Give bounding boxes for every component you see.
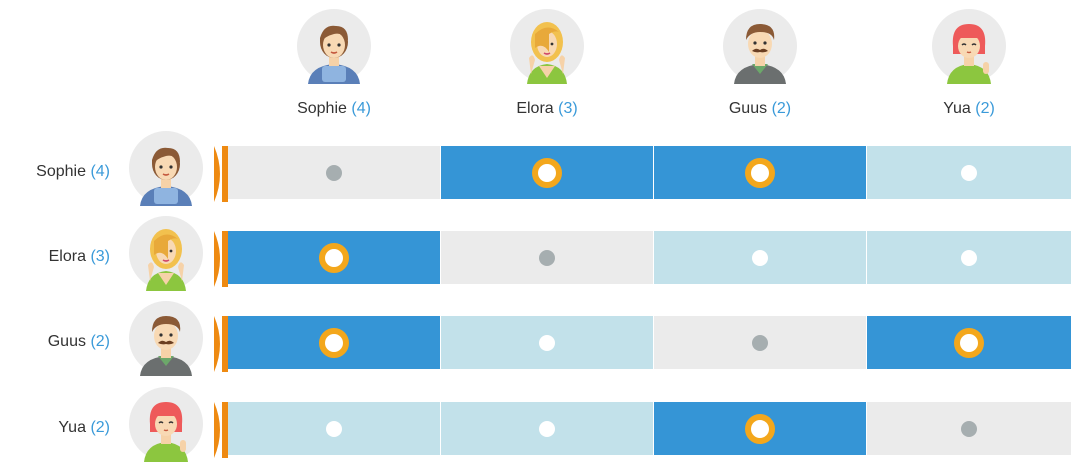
person-count: (4) — [351, 100, 371, 117]
row-header-guus — [0, 316, 228, 372]
elora-avatar-icon — [509, 8, 585, 84]
match-ring-icon — [954, 328, 984, 358]
self-dot-icon — [752, 335, 768, 351]
person-count: (3) — [90, 248, 110, 265]
cell-elora-yua[interactable] — [867, 231, 1071, 284]
empty-dot-icon — [539, 335, 555, 351]
column-header-yua — [867, 0, 1071, 130]
row-header-elora — [0, 231, 228, 287]
match-ring-icon — [532, 158, 562, 188]
empty-dot-icon — [961, 250, 977, 266]
sophie-avatar-icon — [128, 130, 204, 206]
row-tab — [214, 402, 228, 458]
person-count: (4) — [90, 163, 110, 180]
row-tab — [214, 316, 228, 372]
cell-guus-yua[interactable] — [867, 316, 1071, 369]
empty-dot-icon — [326, 421, 342, 437]
cell-elora-guus[interactable] — [654, 231, 866, 284]
person-name: Guus — [728, 100, 768, 117]
self-dot-icon — [961, 421, 977, 437]
row-header-sophie — [0, 146, 228, 202]
match-ring-icon — [319, 328, 349, 358]
person-count: (2) — [975, 100, 995, 117]
cell-sophie-guus[interactable] — [654, 146, 866, 199]
cell-sophie-sophie[interactable] — [228, 146, 440, 199]
person-count: (2) — [771, 100, 792, 117]
match-ring-icon — [319, 243, 349, 273]
person-name: Elora — [516, 100, 554, 117]
elora-avatar-icon — [128, 215, 204, 291]
row-label — [58, 419, 110, 437]
cell-sophie-elora[interactable] — [441, 146, 653, 199]
empty-dot-icon — [539, 421, 555, 437]
column-label — [228, 100, 440, 118]
person-name: Sophie — [297, 100, 347, 117]
cell-sophie-yua[interactable] — [867, 146, 1071, 199]
column-label — [654, 100, 866, 118]
cell-guus-sophie[interactable] — [228, 316, 440, 369]
yua-avatar-icon — [128, 386, 204, 462]
empty-dot-icon — [961, 165, 977, 181]
person-count: (2) — [90, 333, 110, 350]
row-label — [48, 333, 110, 351]
column-label — [867, 100, 1071, 118]
empty-dot-icon — [752, 250, 768, 266]
cell-guus-guus[interactable] — [654, 316, 866, 369]
self-dot-icon — [539, 250, 555, 266]
person-name: Sophie — [36, 163, 86, 180]
person-name: Guus — [47, 333, 86, 350]
row-label — [49, 248, 110, 266]
self-dot-icon — [326, 165, 342, 181]
cell-yua-yua[interactable] — [867, 402, 1071, 455]
cell-yua-guus[interactable] — [654, 402, 866, 455]
column-header-guus — [654, 0, 866, 130]
row-tab — [214, 146, 228, 202]
cell-elora-elora[interactable] — [441, 231, 653, 284]
column-label — [441, 100, 653, 118]
sophie-avatar-icon — [296, 8, 372, 84]
row-header-yua — [0, 402, 228, 458]
row-label — [36, 163, 110, 181]
person-name: Elora — [48, 248, 86, 265]
cell-yua-sophie[interactable] — [228, 402, 440, 455]
guus-avatar-icon — [722, 8, 798, 84]
yua-avatar-icon — [931, 8, 1007, 84]
cell-yua-elora[interactable] — [441, 402, 653, 455]
match-ring-icon — [745, 158, 775, 188]
match-ring-icon — [745, 414, 775, 444]
person-name: Yua — [58, 419, 86, 436]
person-count: (3) — [558, 100, 578, 117]
cell-elora-sophie[interactable] — [228, 231, 440, 284]
column-header-sophie — [228, 0, 440, 130]
row-tab — [214, 231, 228, 287]
cell-guus-elora[interactable] — [441, 316, 653, 369]
column-header-elora — [441, 0, 653, 130]
person-name: Yua — [943, 100, 971, 117]
person-count: (2) — [90, 419, 110, 436]
guus-avatar-icon — [128, 300, 204, 376]
